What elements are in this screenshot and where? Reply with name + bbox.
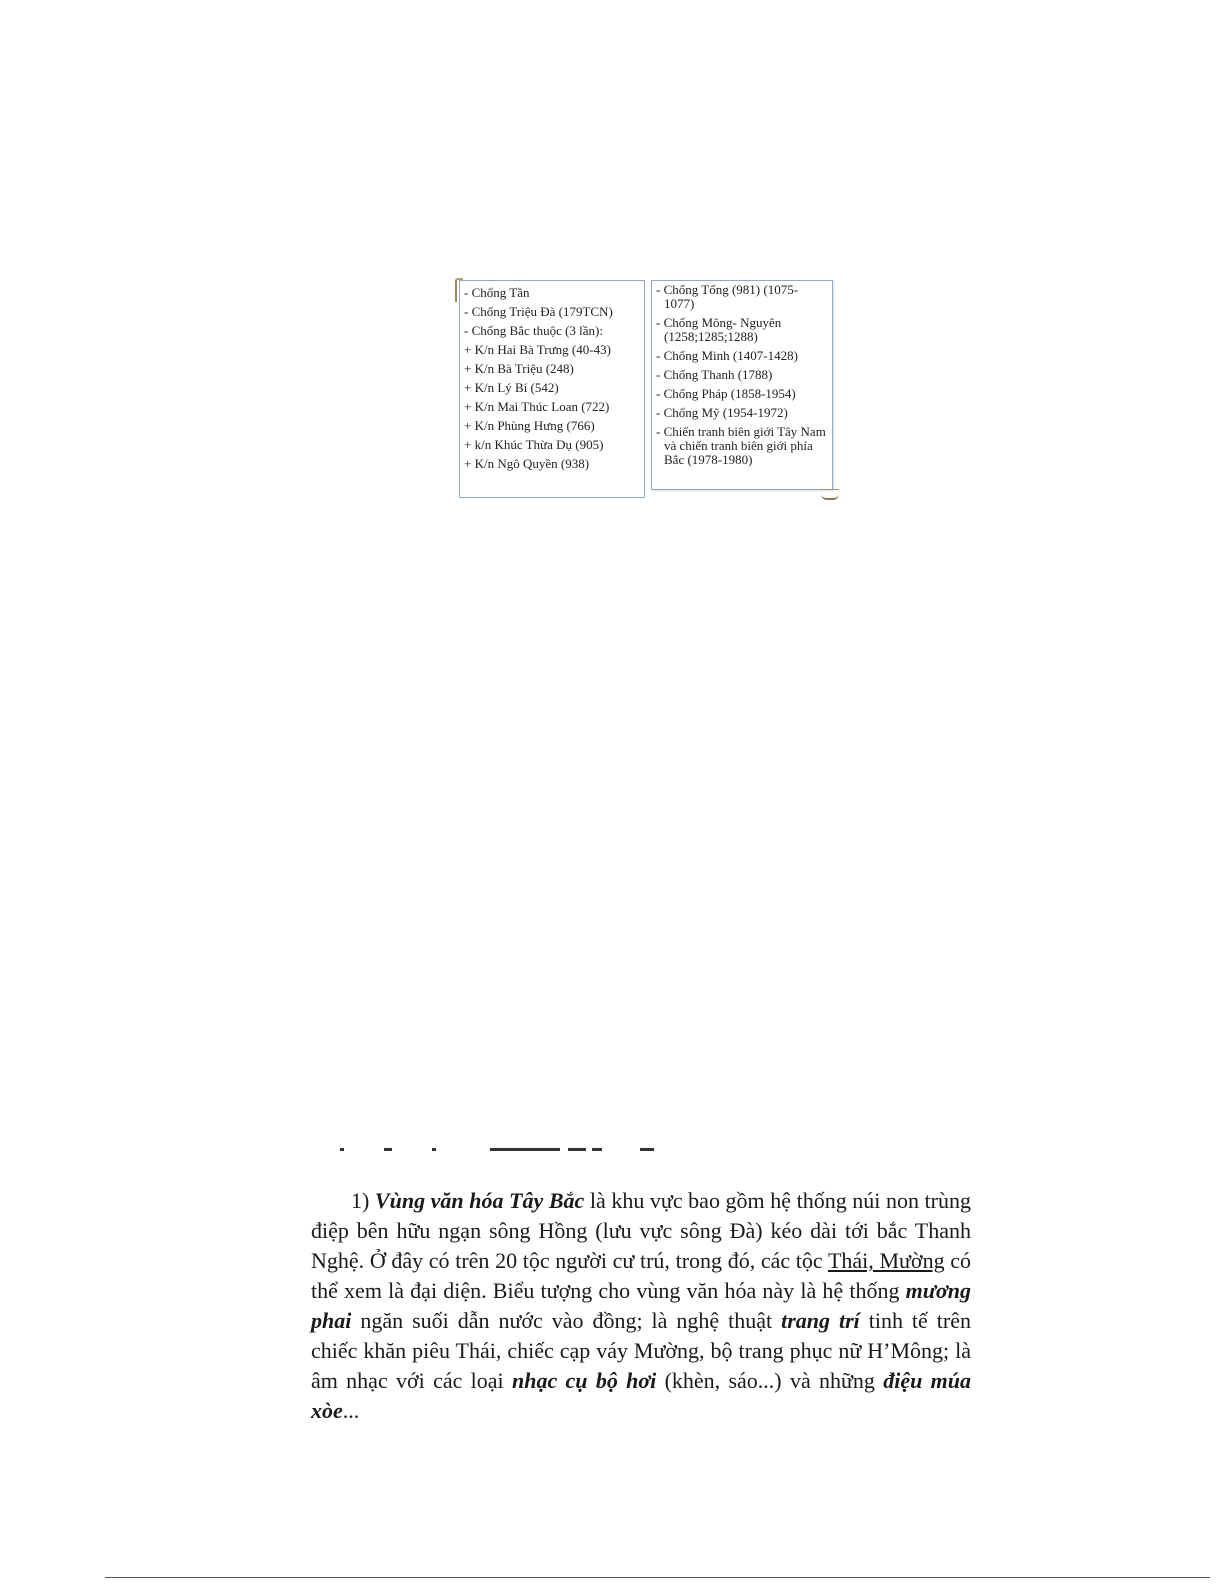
paragraph-text: ngăn suối dẫn nước vào đồng; là nghệ thuật bbox=[351, 1308, 782, 1333]
history-figure bbox=[455, 276, 841, 504]
list-item: - Chống Tần bbox=[464, 285, 530, 300]
list-item: + K/n Hai Bà Trưng (40-43) bbox=[464, 342, 611, 357]
list-item: + K/n Bà Triệu (248) bbox=[464, 361, 574, 376]
list-item: - Chống Mông- Nguyên (1258;1285;1288) bbox=[656, 315, 782, 344]
list-item: - Chống Mỹ (1954-1972) bbox=[656, 405, 788, 420]
emphasis-term: điệu múa xòe bbox=[311, 1368, 972, 1423]
emphasis-term: trang trí bbox=[781, 1308, 860, 1333]
emphasis-term: nhạc cụ bộ hơi bbox=[511, 1368, 657, 1393]
left-list-box bbox=[459, 280, 645, 498]
list-item: + K/n Mai Thúc Loan (722) bbox=[464, 399, 610, 414]
list-item: - Chống Thanh (1788) bbox=[656, 367, 773, 382]
emphasis-term: mương phai bbox=[311, 1278, 971, 1333]
paragraph-number: 1) bbox=[351, 1188, 370, 1213]
paragraph-text: tinh tế trên chiếc khăn piêu Thái, chiếc cạp váy Mường, bộ trang phục nữ H’Mông; là âm nhạc với các loại bbox=[311, 1308, 971, 1393]
figure-decoration-right bbox=[821, 489, 839, 500]
list-item: - Chiến tranh biên giới Tây Nam và chiến tranh biên giới phía Bắc (1978-1980) bbox=[656, 424, 826, 467]
paragraph-text: ... bbox=[342, 1398, 360, 1423]
list-item: - Chống Minh (1407-1428) bbox=[656, 348, 798, 363]
page-bottom-rule bbox=[105, 1577, 1210, 1578]
paragraph-text: có thể xem là đại diện. Biểu tượng cho vùng văn hóa này là hệ thống bbox=[311, 1248, 972, 1303]
region-term: Vùng văn hóa Tây Bắc bbox=[374, 1188, 585, 1213]
list-item: - Chống Tống (981) (1075-1077) bbox=[656, 282, 799, 311]
right-list-box bbox=[651, 280, 833, 490]
list-item: + K/n Ngô Quyền (938) bbox=[464, 456, 590, 471]
paragraph-text: (khèn, sáo...) và những bbox=[656, 1368, 884, 1393]
list-item: + K/n Lý Bí (542) bbox=[464, 380, 559, 395]
list-item: - Chống Bắc thuộc (3 lần): bbox=[464, 323, 603, 338]
list-item: + K/n Phùng Hưng (766) bbox=[464, 418, 595, 433]
list-item: + k/n Khúc Thừa Dụ (905) bbox=[464, 437, 604, 452]
region-description-paragraph bbox=[311, 1186, 971, 1426]
list-item: - Chống Triệu Đà (179TCN) bbox=[464, 304, 613, 319]
ethnic-groups-underlined: Thái, Mường bbox=[827, 1248, 945, 1273]
cropped-text-fragment bbox=[340, 1148, 660, 1154]
paragraph-text: là khu vực bao gồm hệ thống núi non trùng điệp bên hữu ngạn sông Hồng (lưu vực sông Đà) kéo dài tới bắc Thanh Nghệ. Ở đây có trên 20 tộc người cư trú, trong đó, các tộc bbox=[311, 1188, 971, 1273]
list-item: - Chống Pháp (1858-1954) bbox=[656, 386, 796, 401]
